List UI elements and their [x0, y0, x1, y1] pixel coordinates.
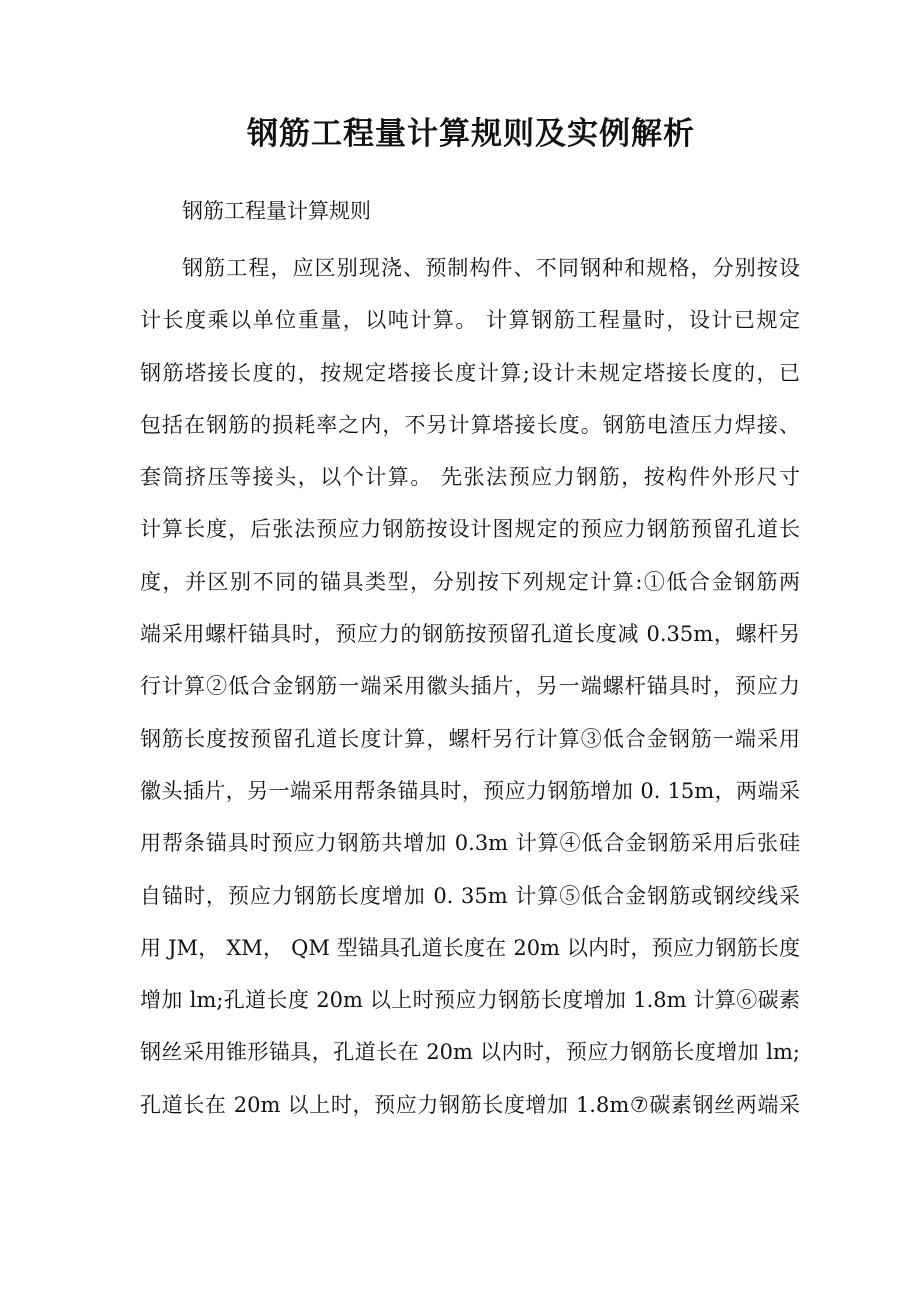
paragraph-line: 计算长度，后张法预应力钢筋按设计图规定的预应力钢筋预留孔道长: [140, 517, 800, 542]
body-text: [140, 250, 800, 1139]
paragraph-line: 计长度乘以单位重量，以吨计算。 计算钢筋工程量时，设计已规定: [140, 308, 800, 333]
paragraph-line: 端采用螺杆锚具时，预应力的钢筋按预留孔道长度减 0.35m，螺杆另: [140, 622, 800, 647]
paragraph-line: 包括在钢筋的损耗率之内，不另计算塔接长度。钢筋电渣压力焊接、: [140, 412, 800, 437]
paragraph-line: 孔道长在 20m 以上时，预应力钢筋长度增加 1.8m⑦碳素钢丝两端采: [140, 1092, 800, 1117]
paragraph-line: 套筒挤压等接头，以个计算。 先张法预应力钢筋，按构件外形尺寸: [140, 465, 800, 490]
paragraph-line: 用帮条锚具时预应力钢筋共增加 0.3m 计算④低合金钢筋采用后张硅: [140, 831, 800, 856]
paragraph-line: 钢筋工程，应区别现浇、预制构件、不同钢种和规格，分别按设: [182, 256, 800, 280]
paragraph-line: 增加 lm;孔道长度 20m 以上时预应力钢筋长度增加 1.8m 计算⑥碳素: [140, 988, 800, 1013]
paragraph-line: 钢丝采用锥形锚具，孔道长在 20m 以内时，预应力钢筋长度增加 lm;: [140, 1040, 800, 1065]
paragraph-line: 钢筋塔接长度的，按规定塔接长度计算;设计未规定塔接长度的，已: [140, 360, 800, 385]
paragraph-line: 度，并区别不同的锚具类型，分别按下列规定计算:①低合金钢筋两: [140, 569, 800, 594]
paragraph-line: 用 JM， XM， QM 型锚具孔道长度在 20m 以内时，预应力钢筋长度: [140, 935, 800, 960]
paragraph-line: 钢筋长度按预留孔道长度计算，螺杆另行计算③低合金钢筋一端采用: [140, 726, 800, 751]
paragraph-line: 自锚时，预应力钢筋长度增加 0. 35m 计算⑤低合金钢筋或钢绞线采: [140, 883, 800, 908]
document-title: 钢筋工程量计算规则及实例解析: [247, 116, 695, 152]
paragraph-line: 行计算②低合金钢筋一端采用徽头插片，另一端螺杆锚具时，预应力: [140, 674, 800, 699]
paragraph-line: 徽头插片，另一端采用帮条锚具时，预应力钢筋增加 0. 15m，两端采: [140, 778, 800, 803]
section-heading: 钢筋工程量计算规则: [182, 199, 371, 223]
